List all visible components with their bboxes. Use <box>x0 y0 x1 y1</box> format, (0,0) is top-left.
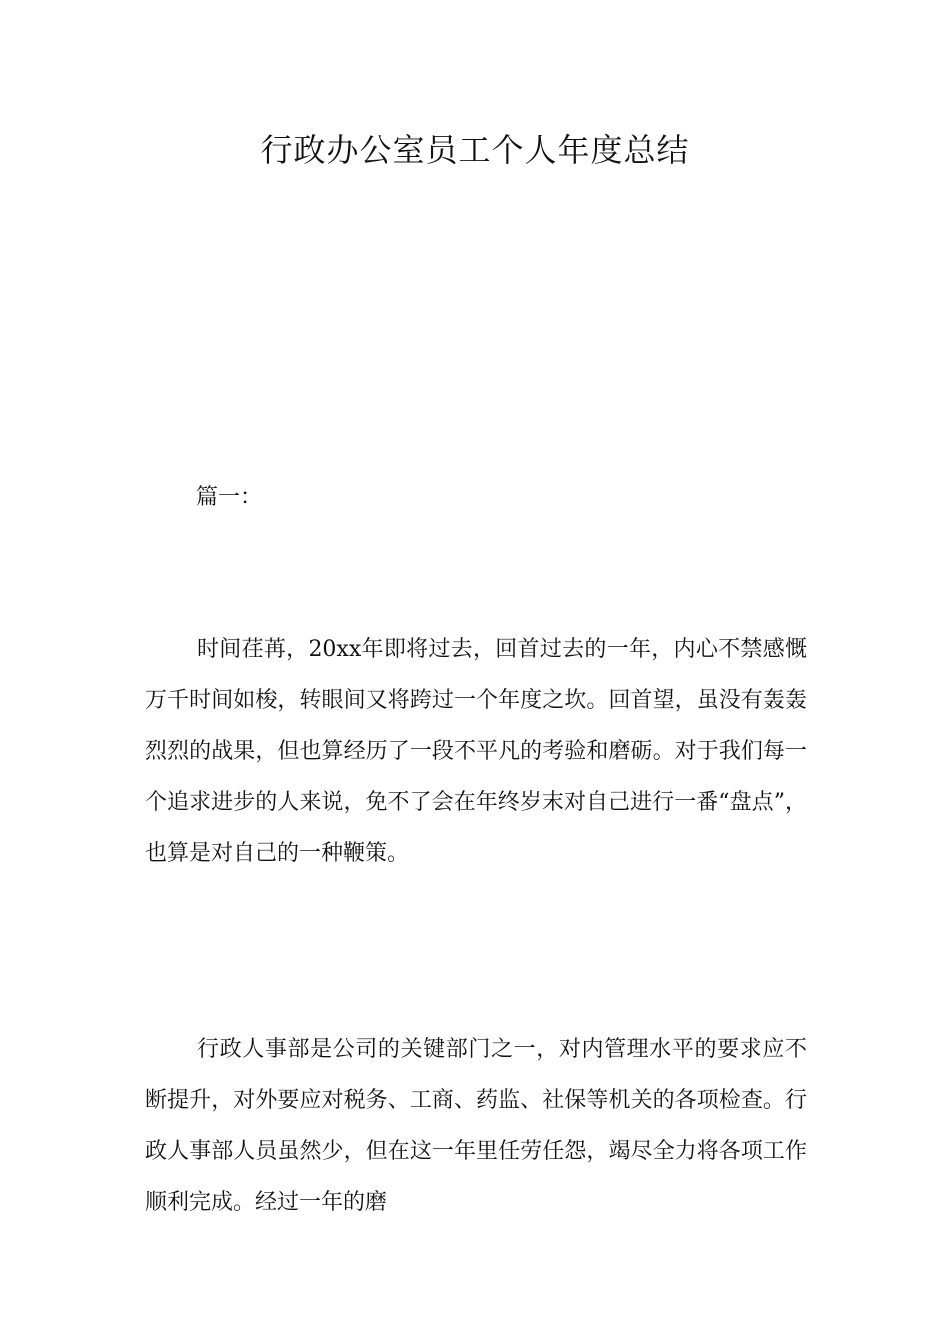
document-title: 行政办公室员工个人年度总结 <box>260 131 690 169</box>
body-paragraph-1: 时间荏苒，20xx年即将过去，回首过去的一年，内心不禁感慨万千时间如梭，转眼间又将跨过一个年度之坎。回首望，虽没有轰轰烈烈的战果，但也算经历了一段不平凡的考验和磨砺。对于我们每一个追求进步的人来说，免不了会在年终岁末对自己进行一番“盘点”，也算是对自己的一种鞭策。 <box>145 637 807 866</box>
body-paragraph-2: 行政人事部是公司的关键部门之一，对内管理水平的要求应不断提升，对外要应对税务、工商、药监、社保等机关的各项检查。行政人事部人员虽然少，但在这一年里任劳任怨，竭尽全力将各项工作顺利完成。经过一年的磨 <box>145 1037 807 1215</box>
section-heading: 篇一： <box>196 485 263 510</box>
